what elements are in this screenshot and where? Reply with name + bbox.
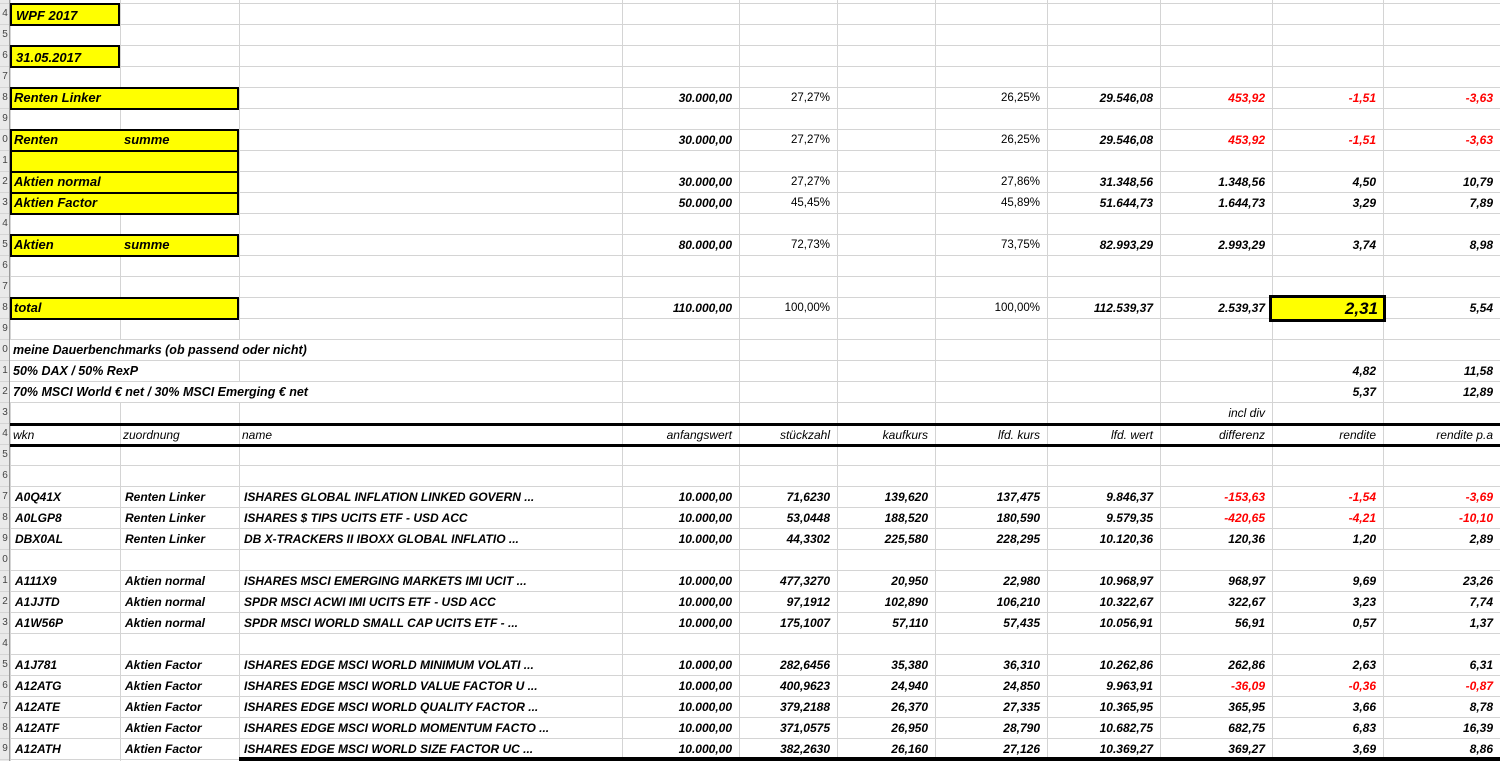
holding-zuordnung-cell[interactable]: Aktien Factor [122,655,205,675]
holding-differenz-cell[interactable]: -420,65 [1224,511,1265,525]
total-rendite-highlight-cell[interactable]: 2,31 [1269,295,1386,322]
summary-differenz-cell[interactable]: 1.644,73 [1218,196,1265,210]
gridline-h [0,633,1500,634]
holding-stueckzahl-cell[interactable]: 44,3302 [786,532,830,546]
holding-wkn-cell[interactable]: A12ATE [12,697,63,717]
holding-anfangswert-cell[interactable]: 10.000,00 [678,616,732,630]
benchmark-rendite-pa-cell[interactable]: 11,58 [1463,364,1493,378]
holding-lfd-kurs-cell[interactable]: 27,126 [1003,742,1040,756]
holding-rendite-cell[interactable]: 9,69 [1352,574,1376,588]
holding-zuordnung-cell[interactable]: Aktien Factor [122,697,205,717]
holding-rendite-cell[interactable]: 3,69 [1352,742,1376,756]
summary-anfangswert-cell[interactable]: 30.000,00 [678,91,732,105]
row-number[interactable]: 5 [2,239,8,250]
holding-lfd-kurs-cell[interactable]: 228,295 [996,532,1040,546]
holding-rendite-cell[interactable]: 2,63 [1352,658,1376,672]
holding-kaufkurs-cell[interactable]: 26,160 [891,742,928,756]
row-number[interactable]: 9 [2,323,8,334]
summary-anteil-cell[interactable]: 27,27% [790,176,830,188]
summary-lfd_wert-cell[interactable]: 112.539,37 [1093,301,1153,315]
row-number[interactable]: 8 [2,302,8,313]
holding-anfangswert-cell[interactable]: 10.000,00 [678,511,732,525]
gridline-h [0,276,1500,277]
gridline-h [0,45,1500,46]
column-header-rendite[interactable]: rendite [1339,428,1376,442]
summary-label-box[interactable] [10,150,239,173]
summary-rendite-cell[interactable]: -1,51 [1348,91,1376,105]
row-number[interactable]: 6 [2,260,8,271]
summary-rendite-cell[interactable]: 4,50 [1352,175,1376,189]
holding-zuordnung-cell[interactable]: Aktien Factor [122,718,205,738]
summary-anteil-cell[interactable]: 72,73% [790,239,830,251]
summary-label-box[interactable] [10,297,239,320]
summary-label: Aktien [14,237,54,252]
column-header-kaufkurs[interactable]: kaufkurs [882,428,928,442]
header-top-border [10,423,1500,426]
holding-name-cell[interactable]: ISHARES EDGE MSCI WORLD MINIMUM VOLATI ... [241,655,537,675]
holding-differenz-cell[interactable]: 262,86 [1228,658,1265,672]
row-number[interactable]: 7 [2,491,8,502]
holding-differenz-cell[interactable]: 322,67 [1228,595,1265,609]
holding-lfd-wert-cell[interactable]: 10.968,97 [1099,574,1153,588]
row-number[interactable]: 2 [2,596,8,607]
holding-name-cell[interactable]: ISHARES EDGE MSCI WORLD QUALITY FACTOR ... [241,697,541,717]
holding-lfd-wert-cell[interactable]: 10.369,27 [1099,742,1153,756]
summary-rendite_pa-cell[interactable]: -3,63 [1465,91,1493,105]
summary-label: total [14,300,42,315]
row-number[interactable]: 7 [2,701,8,712]
summary-anteil-cell[interactable]: 45,45% [790,197,830,209]
row-number[interactable]: 8 [2,512,8,523]
row-number[interactable]: 0 [2,554,8,565]
holding-stueckzahl-cell[interactable]: 53,0448 [786,511,830,525]
holding-wkn-cell[interactable]: A1J781 [12,655,60,675]
row-number[interactable]: 7 [2,71,8,82]
holding-rendite-cell[interactable]: 0,57 [1352,616,1376,630]
holding-lfd-wert-cell[interactable]: 10.322,67 [1099,595,1153,609]
holding-zuordnung-cell[interactable]: Renten Linker [122,508,208,528]
summary-rendite_pa-cell[interactable]: 5,54 [1469,301,1493,315]
row-number[interactable]: 4 [2,428,8,439]
holding-stueckzahl-cell[interactable]: 382,2630 [779,742,830,756]
holding-anfangswert-cell[interactable]: 10.000,00 [678,532,732,546]
summary-lfd_anteil-cell[interactable]: 27,86% [1000,176,1040,188]
summary-lfd_anteil-cell[interactable]: 26,25% [1000,92,1040,104]
summary-differenz-cell[interactable]: 453,92 [1228,133,1265,147]
holding-zuordnung-cell[interactable]: Aktien Factor [122,739,205,759]
holding-wkn-cell[interactable]: A1W56P [12,613,66,633]
holding-differenz-cell[interactable]: 120,36 [1228,532,1265,546]
row-number[interactable]: 6 [2,680,8,691]
summary-label: Aktien Factor [14,195,98,210]
holding-lfd-kurs-cell[interactable]: 27,335 [1003,700,1040,714]
summary-lfd_wert-cell[interactable]: 29.546,08 [1099,91,1153,105]
holding-wkn-cell[interactable]: A0LGP8 [12,508,65,528]
holding-rendite-pa-cell[interactable]: 16,39 [1462,721,1493,735]
holding-rendite-cell[interactable]: 3,66 [1352,700,1376,714]
holding-stueckzahl-cell[interactable]: 175,1007 [779,616,830,630]
gridline-h [0,3,1500,4]
row-number[interactable]: 1 [2,575,8,586]
gridline-h [0,402,1500,403]
holding-lfd-kurs-cell[interactable]: 57,435 [1003,616,1040,630]
holding-lfd-wert-cell[interactable]: 9.963,91 [1106,679,1153,693]
summary-lfd_wert-cell[interactable]: 82.993,29 [1099,238,1153,252]
row-number[interactable]: 9 [2,743,8,754]
holding-anfangswert-cell[interactable]: 10.000,00 [678,658,732,672]
holding-rendite-pa-cell[interactable]: 8,86 [1469,742,1493,756]
date-text: 31.05.2017 [16,50,82,65]
summary-lfd_wert-cell[interactable]: 29.546,08 [1099,133,1153,147]
holding-anfangswert-cell[interactable]: 10.000,00 [678,574,732,588]
holding-kaufkurs-cell[interactable]: 35,380 [891,658,928,672]
gridline-h [0,465,1500,466]
holding-lfd-wert-cell[interactable]: 10.056,91 [1099,616,1153,630]
holding-kaufkurs-cell[interactable]: 139,620 [884,490,928,504]
holding-differenz-cell[interactable]: -36,09 [1230,679,1265,693]
holding-differenz-cell[interactable]: 365,95 [1228,700,1265,714]
holding-lfd-kurs-cell[interactable]: 137,475 [996,490,1040,504]
holding-anfangswert-cell[interactable]: 10.000,00 [678,490,732,504]
holding-name-cell[interactable]: ISHARES MSCI EMERGING MARKETS IMI UCIT ... [241,571,530,591]
summary-anteil-cell[interactable]: 27,27% [790,134,830,146]
row-number[interactable]: 2 [2,176,8,187]
holding-lfd-wert-cell[interactable]: 10.262,86 [1099,658,1153,672]
column-header-anfangswert[interactable]: anfangswert [666,428,732,442]
column-header-rendite-pa[interactable]: rendite p.a [1436,428,1493,442]
row-number[interactable]: 4 [2,218,8,229]
holding-rendite-pa-cell[interactable]: 7,74 [1469,595,1493,609]
holding-anfangswert-cell[interactable]: 10.000,00 [678,679,732,693]
bottom-section-border [239,757,1500,761]
column-header-lfd-wert[interactable]: lfd. wert [1110,428,1153,442]
summary-anteil-cell[interactable]: 100,00% [784,302,830,314]
holding-rendite-pa-cell[interactable]: 2,89 [1469,532,1493,546]
column-header-wkn[interactable]: wkn [13,428,35,442]
gridline-h [0,66,1500,67]
holding-zuordnung-cell[interactable]: Renten Linker [122,487,208,507]
row-number[interactable]: 9 [2,113,8,124]
holding-wkn-cell[interactable]: A12ATG [12,676,64,696]
summary-rendite-cell[interactable]: 3,29 [1352,196,1376,210]
holding-rendite-cell[interactable]: 6,83 [1352,721,1376,735]
column-header-lfd-kurs[interactable]: lfd. kurs [997,428,1040,442]
summary-rendite_pa-cell[interactable]: 10,79 [1462,175,1493,189]
holding-rendite-pa-cell[interactable]: 1,37 [1469,616,1493,630]
summary-differenz-cell[interactable]: 453,92 [1228,91,1265,105]
holding-anfangswert-cell[interactable]: 10.000,00 [678,595,732,609]
benchmarks-heading[interactable]: meine Dauerbenchmarks (ob passend oder nicht) [10,340,310,360]
summary-anfangswert-cell[interactable]: 30.000,00 [678,175,732,189]
holding-kaufkurs-cell[interactable]: 188,520 [884,511,928,525]
holding-differenz-cell[interactable]: -153,63 [1224,490,1265,504]
benchmark-rendite-pa-cell[interactable]: 12,89 [1462,385,1493,399]
holding-lfd-kurs-cell[interactable]: 24,850 [1003,679,1040,693]
row-number[interactable]: 0 [2,134,8,145]
holding-differenz-cell[interactable]: 56,91 [1234,616,1265,630]
gridline-h [0,549,1500,550]
holding-name-cell[interactable]: SPDR MSCI ACWI IMI UCITS ETF - USD ACC [241,592,499,612]
holding-wkn-cell[interactable]: A12ATF [12,718,62,738]
gridline-h [0,24,1500,25]
holding-kaufkurs-cell[interactable]: 102,890 [884,595,928,609]
holding-wkn-cell[interactable]: A12ATH [12,739,64,759]
row-number[interactable]: 1 [2,155,8,166]
summary-rendite_pa-cell[interactable]: 7,89 [1469,196,1493,210]
holding-differenz-cell[interactable]: 682,75 [1228,721,1265,735]
holding-name-cell[interactable]: ISHARES $ TIPS UCITS ETF - USD ACC [241,508,471,528]
row-number[interactable]: 2 [2,386,8,397]
date-cell[interactable] [10,45,120,68]
summary-label: Renten Linker [14,90,101,105]
holding-stueckzahl-cell[interactable]: 371,0575 [779,721,830,735]
row-number[interactable]: 6 [2,50,8,61]
holding-wkn-cell[interactable]: DBX0AL [12,529,66,549]
holding-stueckzahl-cell[interactable]: 282,6456 [779,658,830,672]
holding-lfd-wert-cell[interactable]: 10.365,95 [1099,700,1153,714]
row-number[interactable]: 1 [2,365,8,376]
row-number[interactable]: 5 [2,449,8,460]
holding-kaufkurs-cell[interactable]: 225,580 [884,532,928,546]
row-number[interactable]: 8 [2,722,8,733]
benchmark-label[interactable]: 50% DAX / 50% RexP [10,361,141,381]
holding-lfd-wert-cell[interactable]: 9.579,35 [1106,511,1153,525]
summary-anteil-cell[interactable]: 27,27% [790,92,830,104]
holding-stueckzahl-cell[interactable]: 71,6230 [786,490,830,504]
holding-rendite-cell[interactable]: 3,23 [1352,595,1376,609]
summary-lfd_anteil-cell[interactable]: 45,89% [1000,197,1040,209]
row-number[interactable]: 4 [2,8,8,19]
holding-zuordnung-cell[interactable]: Aktien Factor [122,676,205,696]
summary-lfd_anteil-cell[interactable]: 26,25% [1000,134,1040,146]
row-number[interactable]: 9 [2,533,8,544]
holding-name-cell[interactable]: ISHARES EDGE MSCI WORLD VALUE FACTOR U ... [241,676,541,696]
benchmark-label[interactable]: 70% MSCI World € net / 30% MSCI Emerging € net [10,382,311,402]
holding-kaufkurs-cell[interactable]: 57,110 [892,616,928,630]
summary-anfangswert-cell[interactable]: 30.000,00 [678,133,732,147]
holding-name-cell[interactable]: SPDR MSCI WORLD SMALL CAP UCITS ETF - ... [241,613,521,633]
summary-rendite-cell[interactable]: -1,51 [1348,133,1376,147]
holding-name-cell[interactable]: DB X-TRACKERS II IBOXX GLOBAL INFLATIO ... [241,529,522,549]
holding-zuordnung-cell[interactable]: Renten Linker [122,529,208,549]
summary-differenz-cell[interactable]: 2.993,29 [1218,238,1265,252]
summary-differenz-cell[interactable]: 2.539,37 [1218,301,1265,315]
summary-anfangswert-cell[interactable]: 80.000,00 [678,238,732,252]
benchmark-rendite-cell[interactable]: 5,37 [1352,385,1376,399]
summary-label: Aktien normal [14,174,101,189]
row-number[interactable]: 8 [2,92,8,103]
holding-anfangswert-cell[interactable]: 10.000,00 [678,700,732,714]
holding-rendite-cell[interactable]: 1,20 [1352,532,1376,546]
row-number[interactable]: 5 [2,29,8,40]
holding-anfangswert-cell[interactable]: 10.000,00 [678,742,732,756]
holding-rendite-pa-cell[interactable]: -10,10 [1458,511,1493,525]
holding-rendite-cell[interactable]: -1,54 [1348,490,1376,504]
holding-rendite-pa-cell[interactable]: 8,78 [1469,700,1493,714]
summary-label: Renten [14,132,59,147]
summary-lfd_anteil-cell[interactable]: 73,75% [1000,239,1040,251]
holding-lfd-kurs-cell[interactable]: 36,310 [1003,658,1040,672]
holding-kaufkurs-cell[interactable]: 24,940 [891,679,928,693]
benchmark-rendite-cell[interactable]: 4,82 [1352,364,1376,378]
holding-rendite-cell[interactable]: -4,21 [1348,511,1376,525]
holding-name-cell[interactable]: ISHARES EDGE MSCI WORLD SIZE FACTOR UC ... [241,739,536,759]
holding-stueckzahl-cell[interactable]: 477,3270 [779,574,830,588]
summary-rendite_pa-cell[interactable]: 8,98 [1469,238,1493,252]
row-number[interactable]: 5 [2,659,8,670]
holding-wkn-cell[interactable]: A1JJTD [12,592,63,612]
row-number[interactable]: 4 [2,638,8,649]
holding-zuordnung-cell[interactable]: Aktien normal [122,592,208,612]
title-text: WPF 2017 [16,8,78,23]
holding-rendite-pa-cell[interactable]: -3,69 [1465,490,1493,504]
holding-kaufkurs-cell[interactable]: 26,370 [891,700,928,714]
holding-lfd-wert-cell[interactable]: 10.682,75 [1099,721,1153,735]
title-cell[interactable] [10,3,120,26]
holding-stueckzahl-cell[interactable]: 379,2188 [779,700,830,714]
holding-lfd-kurs-cell[interactable]: 106,210 [996,595,1040,609]
holding-lfd-kurs-cell[interactable]: 28,790 [1003,721,1040,735]
row-number[interactable]: 3 [2,617,8,628]
holding-wkn-cell[interactable]: A111X9 [12,571,60,591]
row-number[interactable]: 3 [2,197,8,208]
holding-rendite-pa-cell[interactable]: 23,26 [1462,574,1493,588]
summary-sublabel: summe [124,237,170,252]
summary-rendite-cell[interactable]: 3,74 [1352,238,1376,252]
holding-rendite-pa-cell[interactable]: 6,31 [1469,658,1493,672]
row-number[interactable]: 3 [2,407,8,418]
row-number[interactable]: 6 [2,470,8,481]
summary-anfangswert-cell[interactable]: 110.000,00 [672,301,732,315]
holding-rendite-pa-cell[interactable]: -0,87 [1465,679,1493,693]
holding-differenz-cell[interactable]: 369,27 [1228,742,1265,756]
holding-differenz-cell[interactable]: 968,97 [1228,574,1265,588]
holding-zuordnung-cell[interactable]: Aktien normal [122,613,208,633]
header-bottom-border [10,444,1500,447]
holding-wkn-cell[interactable]: A0Q41X [12,487,64,507]
summary-anfangswert-cell[interactable]: 50.000,00 [678,196,732,210]
holding-lfd-wert-cell[interactable]: 10.120,36 [1099,532,1153,546]
summary-lfd_anteil-cell[interactable]: 100,00% [994,302,1040,314]
summary-lfd_wert-cell[interactable]: 31.348,56 [1099,175,1153,189]
summary-lfd_wert-cell[interactable]: 51.644,73 [1099,196,1153,210]
holding-stueckzahl-cell[interactable]: 400,9623 [779,679,830,693]
holding-lfd-wert-cell[interactable]: 9.846,37 [1106,490,1153,504]
holding-zuordnung-cell[interactable]: Aktien normal [122,571,208,591]
holding-lfd-kurs-cell[interactable]: 180,590 [996,511,1040,525]
holding-rendite-cell[interactable]: -0,36 [1348,679,1376,693]
holding-lfd-kurs-cell[interactable]: 22,980 [1003,574,1040,588]
holding-anfangswert-cell[interactable]: 10.000,00 [678,721,732,735]
column-header-differenz[interactable]: differenz [1218,428,1265,442]
incl-div-note[interactable]: incl div [1228,406,1265,420]
holding-stueckzahl-cell[interactable]: 97,1912 [786,595,830,609]
summary-differenz-cell[interactable]: 1.348,56 [1218,175,1265,189]
column-header-stueckzahl[interactable]: stückzahl [779,428,830,442]
holding-kaufkurs-cell[interactable]: 26,950 [891,721,928,735]
row-number[interactable]: 7 [2,281,8,292]
column-header-zuordnung[interactable]: zuordnung [123,428,180,442]
summary-rendite_pa-cell[interactable]: -3,63 [1465,133,1493,147]
holding-name-cell[interactable]: ISHARES EDGE MSCI WORLD MOMENTUM FACTO ... [241,718,552,738]
row-number[interactable]: 0 [2,344,8,355]
summary-sublabel: summe [124,132,170,147]
holding-name-cell[interactable]: ISHARES GLOBAL INFLATION LINKED GOVERN ... [241,487,537,507]
column-header-name[interactable]: name [242,428,273,442]
holding-kaufkurs-cell[interactable]: 20,950 [891,574,928,588]
